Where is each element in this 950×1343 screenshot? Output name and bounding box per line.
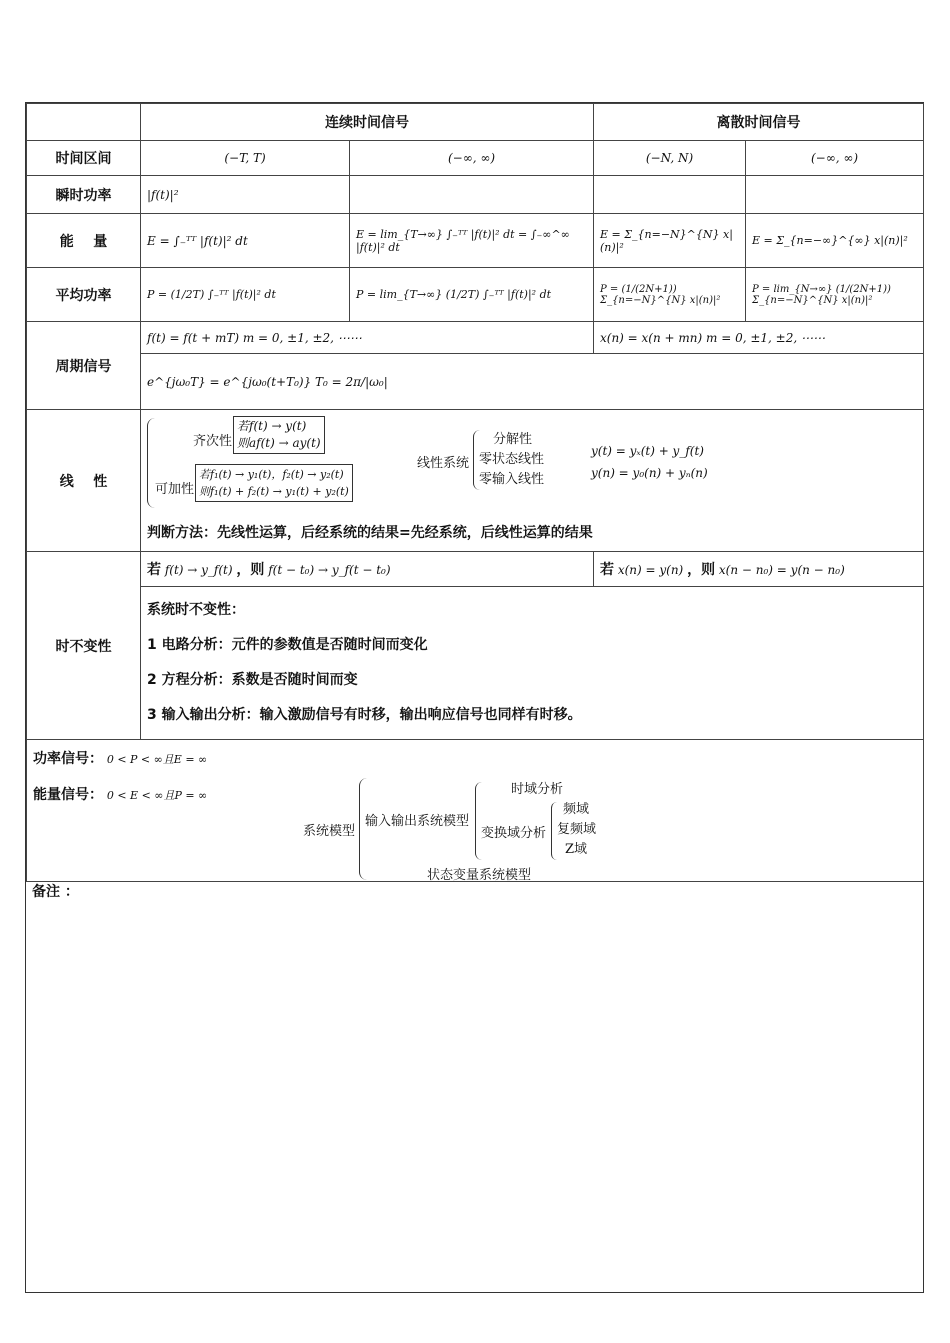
response-eq-1: y(t) = yₓ(t) + y_f(t) (591, 444, 704, 458)
interval-c1: (−T, T) (141, 141, 350, 176)
interval-c2: (−∞, ∞) (350, 141, 594, 176)
ti-item-3: 3 输入输出分析：输入激励信号有时移，输出响应信号也同样有时移。 (147, 707, 582, 723)
model-brace (359, 778, 368, 880)
energy-c1: E = ∫₋ᵀᵀ |f(t)|² dt (141, 214, 350, 268)
ti-continuous (141, 552, 594, 587)
avg-power-d1: P = (1/(2N+1)) Σ_{n=−N}^{N} x|(n)|² (594, 268, 746, 322)
io-brace (475, 782, 482, 860)
energy-signal-label: 能量信号： (33, 787, 103, 803)
prop-zero-state: 零状态线性 (479, 452, 545, 467)
power-c1: |f(t)|² (141, 176, 350, 214)
power-signal-cond: 0 < P < ∞且E = ∞ (106, 753, 208, 766)
ti-d-then: x(n − n₀) = y(n − n₀) (718, 563, 845, 577)
response-eqs (591, 440, 708, 484)
model-freq: 频域 (563, 802, 590, 817)
energy-label: 能 量 (27, 214, 141, 268)
summary-sheet (25, 102, 924, 1293)
prop-zero-input: 零输入线性 (479, 472, 545, 487)
prop-decomposition: 分解性 (493, 432, 533, 447)
signals-content (27, 740, 924, 882)
power-row (27, 176, 924, 214)
continuous-header: 连续时间信号 (141, 104, 594, 141)
discrete-header: 离散时间信号 (594, 104, 924, 141)
ti-discrete (594, 552, 924, 587)
ti-c-then-word: ，则 (236, 562, 265, 578)
power-d2 (746, 176, 924, 214)
periodic-exp-eq: e^{jω₀T} = e^{jω₀(t+T₀)} T₀ = 2π/|ω₀| (141, 354, 924, 410)
model-io: 输入输出系统模型 (365, 814, 470, 829)
homogeneity-box (233, 416, 325, 454)
model-time: 时域分析 (511, 782, 564, 797)
periodic-row-2 (27, 354, 924, 410)
interval-label: 时间区间 (27, 141, 141, 176)
time-invariance-row-2 (27, 587, 924, 740)
additivity-line-1: 若f₁(t) → y₁(t)，f₂(t) → y₂(t) (199, 468, 344, 481)
ti-d-if: x(n) = y(n) (617, 563, 684, 577)
energy-row (27, 214, 924, 268)
ti-item-2: 2 方程分析：系数是否随时间而变 (147, 672, 358, 688)
periodic-discrete-eq: x(n) = x(n + mn) m = 0, ±1, ±2, ⋯⋯ (594, 322, 924, 354)
header-row (27, 104, 924, 141)
ti-d-prefix: 若 (600, 562, 614, 578)
power-signal-line (33, 748, 207, 768)
ti-item-1: 1 电路分析：元件的参数值是否随时间而变化 (147, 637, 428, 653)
periodic-continuous-eq: f(t) = f(t + mT) m = 0, ±1, ±2, ⋯⋯ (141, 322, 594, 354)
model-root: 系统模型 (303, 824, 356, 839)
periodic-label: 周期信号 (27, 322, 141, 410)
power-c2 (350, 176, 594, 214)
homogeneity-line-1: 若f(t) → y(t) (237, 419, 307, 433)
time-invariance-row-1 (27, 552, 924, 587)
time-invariance-label: 时不变性 (27, 552, 141, 740)
energy-signal-cond: 0 < E < ∞且P = ∞ (106, 789, 208, 802)
energy-d1: E = Σ_{n=−N}^{N} x|(n)|² (594, 214, 746, 268)
ti-c-then: f(t − t₀) → y_f(t − t₀) (268, 563, 391, 577)
linearity-row (27, 410, 924, 552)
linear-system-label: 线性系统 (417, 456, 470, 471)
model-complex-freq: 复频域 (557, 822, 597, 837)
transform-domains (557, 800, 596, 860)
notes-label: 备注 ： (32, 884, 79, 900)
response-eq-2: y(n) = y₀(n) + yₙ(n) (591, 466, 708, 480)
ti-d-then-word: ，则 (687, 562, 716, 578)
interval-row (27, 141, 924, 176)
homogeneity-line-2: 则af(t) → ay(t) (237, 436, 321, 450)
ti-c-prefix: 若 (147, 562, 161, 578)
signals-table (26, 103, 924, 882)
model-transform: 变换域分析 (481, 826, 547, 841)
signals-row (27, 740, 924, 882)
model-state: 状态变量系统模型 (427, 868, 532, 883)
energy-d2: E = Σ_{n=−∞}^{∞} x|(n)|² (746, 214, 924, 268)
corner-cell (27, 104, 141, 141)
linearity-label: 线 性 (27, 410, 141, 552)
avg-power-c2: P = lim_{T→∞} (1/2T) ∫₋ᵀᵀ |f(t)|² dt (350, 268, 594, 322)
additivity-box (195, 464, 353, 502)
linearity-method: 判断方法：先线性运算，后经系统的结果=先经系统，后线性运算的结果 (147, 525, 593, 541)
homogeneity-label: 齐次性 (193, 434, 233, 449)
additivity-line-2: 则f₁(t) + f₂(t) → y₁(t) + y₂(t) (199, 485, 349, 498)
power-signal-label: 功率信号： (33, 751, 103, 767)
additivity-label: 可加性 (155, 482, 195, 497)
power-label: 瞬时功率 (27, 176, 141, 214)
avg-power-label: 平均功率 (27, 268, 141, 322)
interval-d1: (−N, N) (594, 141, 746, 176)
periodic-row-1 (27, 322, 924, 354)
avg-power-row (27, 268, 924, 322)
energy-c2: E = lim_{T→∞} ∫₋ᵀᵀ |f(t)|² dt = ∫₋∞^∞ |f(t)|² dt (350, 214, 594, 268)
ti-notes (141, 587, 924, 740)
ti-c-if: f(t) → y_f(t) (164, 563, 233, 577)
linear-properties (479, 430, 544, 490)
avg-power-c1: P = (1/2T) ∫₋ᵀᵀ |f(t)|² dt (141, 268, 350, 322)
ti-title: 系统时不变性： (147, 602, 245, 618)
energy-signal-line (33, 784, 207, 804)
linearity-content (141, 410, 924, 552)
model-z: Z域 (565, 842, 588, 857)
interval-d2: (−∞, ∞) (746, 141, 924, 176)
avg-power-d2: P = lim_{N→∞} (1/(2N+1)) Σ_{n=−N}^{N} x|(n)|² (746, 268, 924, 322)
power-d1 (594, 176, 746, 214)
